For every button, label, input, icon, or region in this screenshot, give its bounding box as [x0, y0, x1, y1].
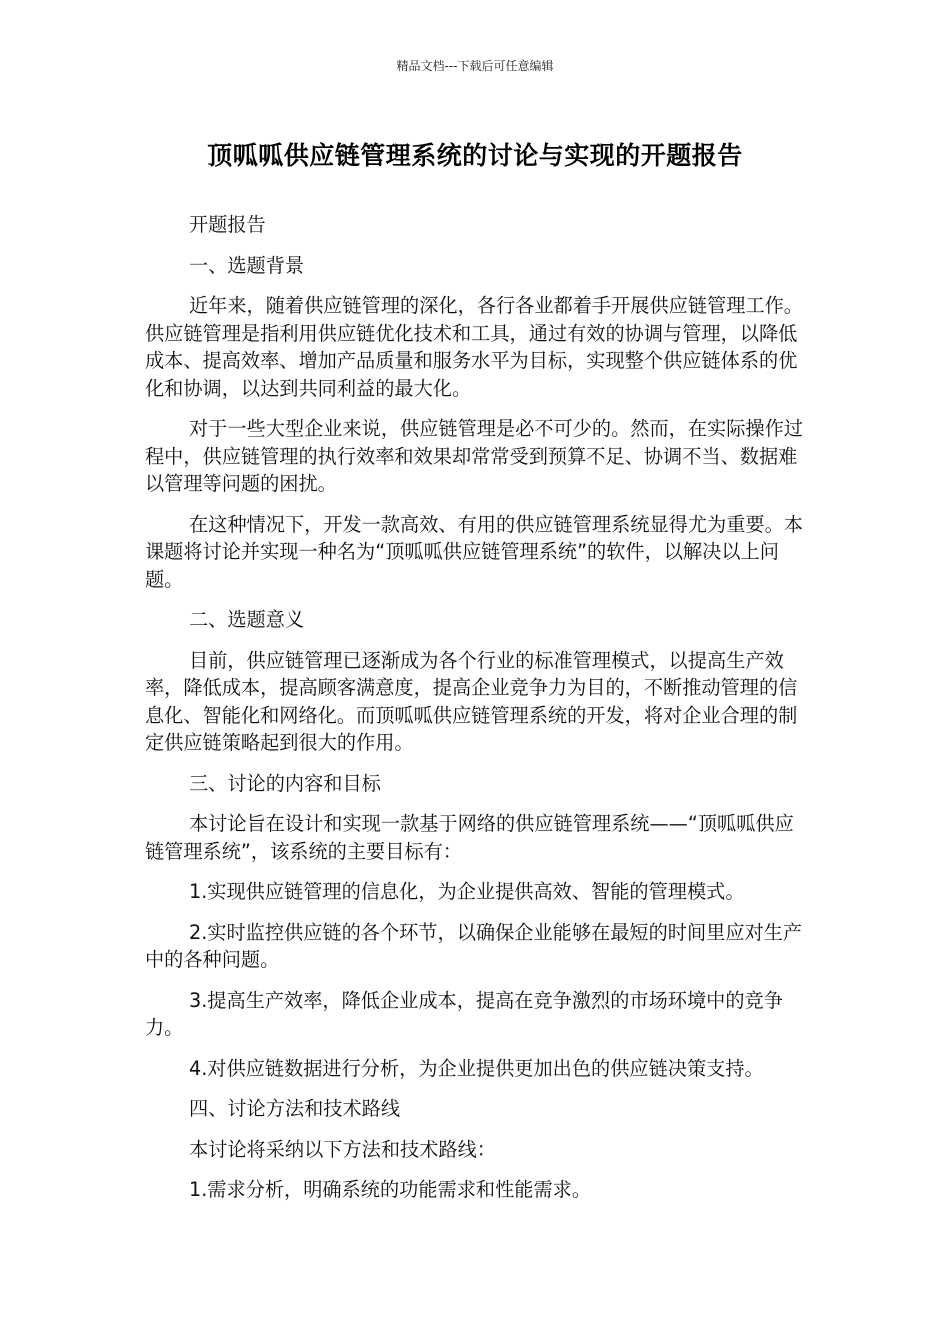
document-title: 顶呱呱供应链管理系统的讨论与实现的开题报告 — [207, 141, 743, 170]
section-heading-background: 一、选题背景 — [189, 253, 305, 277]
paragraph: 本讨论旨在设计和实现一款基于网络的供应链管理系统——“顶呱呱供应链管理系统”，该系统的主要目标有： — [145, 812, 794, 863]
section-heading-significance: 二、选题意义 — [189, 608, 305, 631]
paragraph: 目前，供应链管理已逐渐成为各个行业的标准管理模式，以提高生产效率，降低成本，提高顾客满意度，提高企业竞争力为目的，不断推动管理的信息化、智能化和网络化。而顶呱呱供应链管理系统的开发，将对企业合理的制定供应链策略起到很大的作用。 — [145, 648, 798, 754]
section-heading-content-goals: 三、讨论的内容和目标 — [189, 771, 381, 795]
section-heading-methods: 四、讨论方法和技术路线 — [189, 1097, 401, 1120]
paragraph-report-label: 开题报告 — [189, 213, 266, 236]
document-body — [145, 211, 805, 1217]
paragraph: 对于一些大型企业来说，供应链管理是必不可少的。然而，在实际操作过程中，供应链管理的执行效率和效果却常常受到预算不足、协调不当、数据难以管理等问题的困扰。 — [145, 417, 803, 495]
page-header: 精品文档---下载后可任意编辑 — [396, 59, 554, 73]
list-item: 1.实现供应链管理的信息化，为企业提供高效、智能的管理模式。 — [189, 880, 745, 903]
paragraph: 本讨论将采纳以下方法和技术路线： — [189, 1137, 496, 1161]
list-item: 4.对供应链数据进行分析，为企业提供更加出色的供应链决策支持。 — [189, 1056, 764, 1080]
list-item: 1.需求分析，明确系统的功能需求和性能需求。 — [189, 1178, 592, 1201]
list-item: 3.提高生产效率，降低企业成本，提高在竞争激烈的市场环境中的竞争力。 — [145, 988, 783, 1039]
list-item: 2.实时监控供应链的各个环节，以确保企业能够在最短的时间里应对生产中的各种问题。 — [145, 920, 803, 971]
paragraph: 近年来，随着供应链管理的深化，各行各业都着手开展供应链管理工作。供应链管理是指利用供应链优化技术和工具，通过有效的协调与管理，以降低成本、提高效率、增加产品质量和服务水平为目标，实现整个供应链体系的优化和协调，以达到共同利益的最大化。 — [145, 294, 803, 400]
paragraph: 在这种情况下，开发一款高效、有用的供应链管理系统显得尤为重要。本课题将讨论并实现一种名为“顶呱呱供应链管理系统”的软件，以解决以上问题。 — [145, 512, 803, 591]
